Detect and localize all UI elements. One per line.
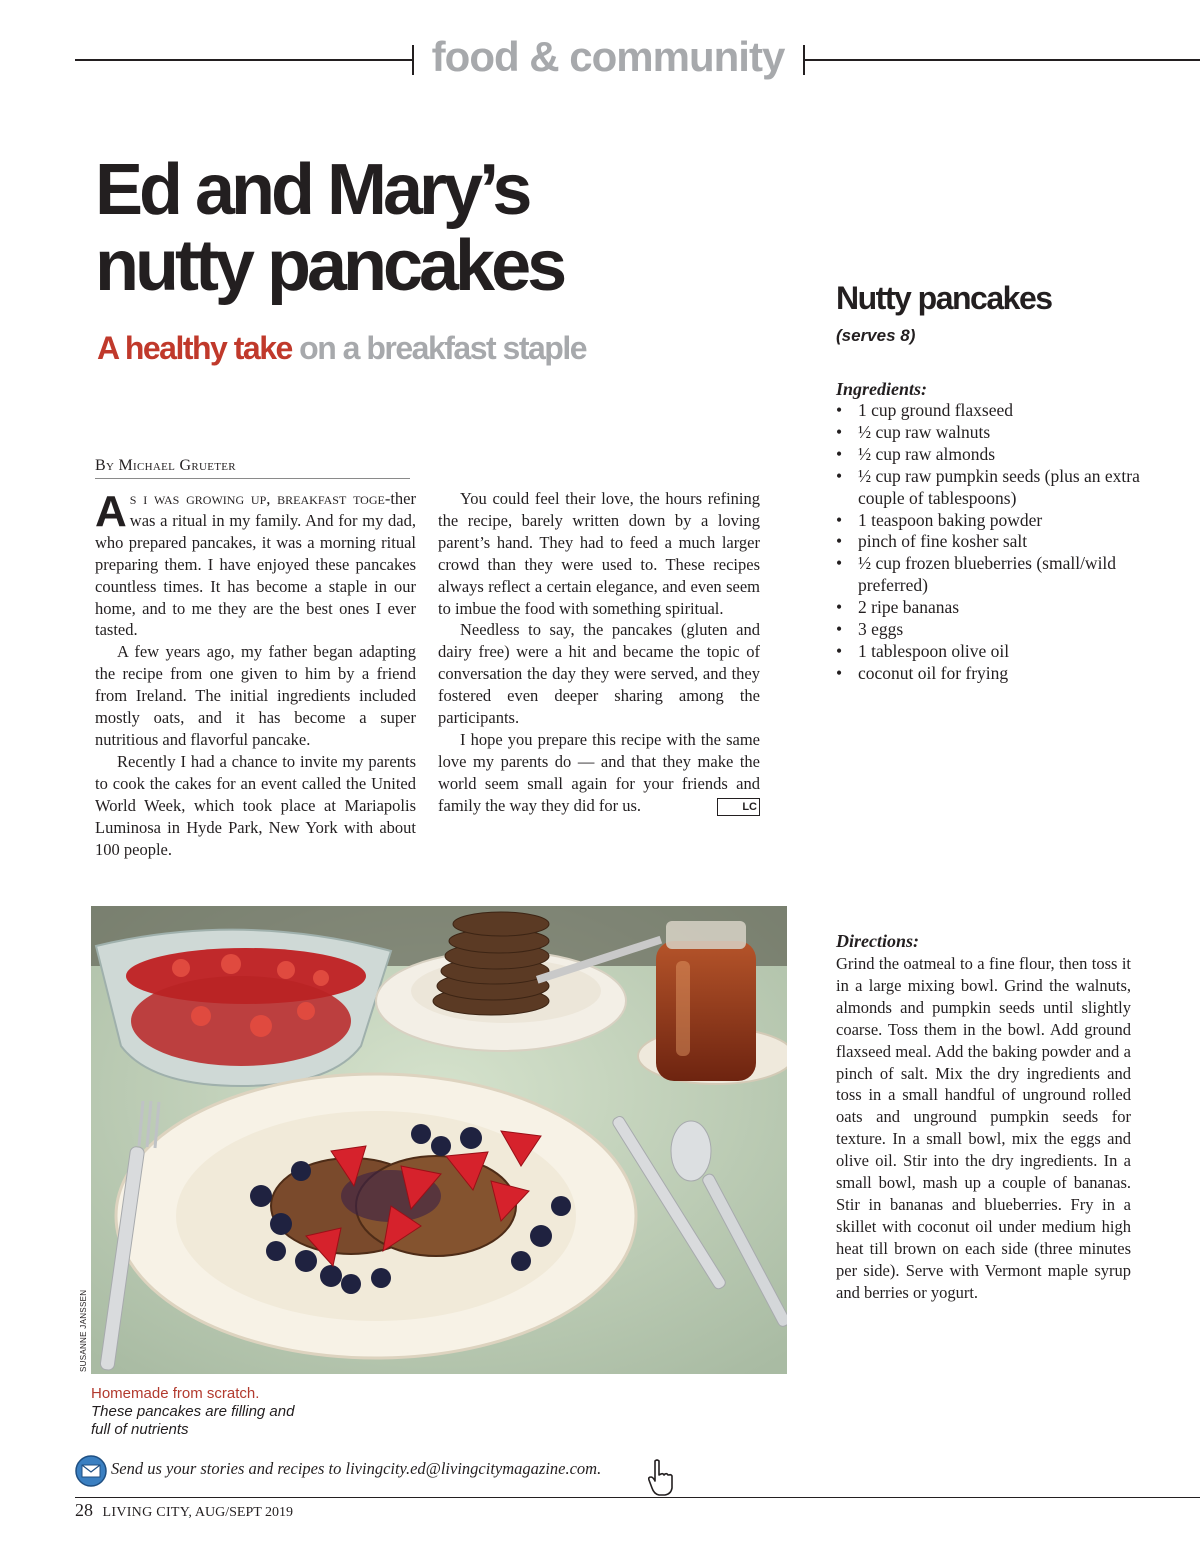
directions-text: Grind the oatmeal to a fine flour, then toss it in a large mixing bowl. Grind the walnuts, almonds and pumpkin seeds until slightly coarse. Toss them in the bowl. Add ground flaxseed meal. Add the baking powder and a pinch of salt. Mix the dry ingredients and toss in a small handful of unground rolled oats and unground pumpkin seeds for texture. In a small bowl, mix the eggs and olive oil. Stir into the dry ingredients. In a small bowl, mash up a couple of bananas. Stir in bananas and blueberries. Fry in a skillet with coconut oil under medium high heat till brown on each side (three minutes per side). Serve with Vermont maple syrup and berries or yogurt. (836, 954, 1131, 1302)
article-paragraph (438, 729, 760, 817)
article-paragraph: Recently I had a chance to invite my parents to cook the cakes for an event called the United World Week, which took place at Mariapolis Luminosa in Hyde Park, New York with about 100 people. (95, 751, 416, 859)
article-paragraph (95, 488, 416, 641)
section-rule-left (75, 59, 412, 61)
ingredients-heading: Ingredients: (836, 379, 928, 399)
article-paragraph: You could feel their love, the hours refining the recipe, barely written down by a loving parent’s hand. They had to feed a much larger crowd than they were used to. These recipes always reflect a certain elegance, and even seem to imbue the food with something spiritual. (438, 489, 760, 618)
paragraph-text: ther was a ritual in my family. And for my dad, who prepared pancakes, it was a morning ritual preparing them. I have enjoyed these pancakes countless times. It has become a staple in our home, and to me they are the best ones I ever tasted. (95, 489, 416, 640)
ingredient-item: • 2 ripe bananas (836, 597, 1176, 619)
ingredient-item: • coconut oil for frying (836, 663, 1176, 685)
end-mark-logo: LC (717, 798, 760, 816)
mail-icon[interactable] (75, 1455, 107, 1487)
ingredient-item: • 1 cup ground flaxseed (836, 400, 1176, 422)
footer-rule (75, 1497, 1200, 1498)
ingredient-item: • ½ cup raw walnuts (836, 422, 1176, 444)
headline-line: nutty pancakes (95, 226, 564, 306)
byline: By Michael Grueter (95, 457, 410, 479)
ingredient-item: • ½ cup frozen blueberries (small/wild preferred) (836, 553, 1176, 597)
subhead-rest: on a breakfast staple (291, 330, 587, 366)
lead-in-smallcaps: s i was growing up, breakfast toge- (129, 489, 391, 508)
hand-cursor-icon (646, 1458, 676, 1498)
article-paragraph: A few years ago, my father began adapting the recipe from one given to him by a friend from Ireland. The initial ingredients included mostly oats, and it has become a super nutritious and flavorful pancake. (95, 642, 416, 749)
ingredient-item: • ½ cup raw pumpkin seeds (plus an extra couple of tablespoons) (836, 466, 1176, 510)
article-column-left (95, 488, 416, 860)
article-paragraph: Needless to say, the pancakes (gluten and dairy free) were a hit and became the topic of conversation the day they were served, and they fostered even deeper sharing among the participants. (438, 620, 760, 728)
article-subhead (97, 330, 586, 367)
headline-line: Ed and Mary’s (95, 150, 529, 230)
article-column-middle (438, 488, 760, 817)
recipe-title: Nutty pancakes (836, 280, 1052, 316)
ingredients-list (836, 400, 1176, 685)
article-headline (95, 152, 563, 304)
recipe-serves: (serves 8) (836, 326, 916, 345)
photo-credit: SUSANNE JANSSEN (79, 1289, 88, 1372)
pancake-photo (91, 906, 787, 1374)
ingredient-item: • ½ cup raw almonds (836, 444, 1176, 466)
page-number: 28 (75, 1500, 93, 1520)
page-folio (75, 1500, 293, 1521)
pancake-photo-illustration (91, 906, 787, 1374)
ingredient-item: • 1 tablespoon olive oil (836, 641, 1176, 663)
section-rule-right (804, 59, 1200, 61)
contact-line[interactable]: Send us your stories and recipes to livingcity.ed@livingcitymagazine.com. (111, 1459, 602, 1478)
paragraph-text: I hope you prepare this recipe with the same love my parents do — and that they make the world seem small again for your friends and family the way they did for us. (438, 729, 760, 815)
section-title: food & community (431, 33, 785, 80)
ingredient-item: • 3 eggs (836, 619, 1176, 641)
caption-text: These pancakes are filling and full of nutrients (91, 1403, 295, 1438)
photo-caption (91, 1385, 311, 1439)
caption-lead: Homemade from scratch. (91, 1385, 260, 1402)
subhead-highlight: A healthy take (97, 330, 292, 366)
drop-cap: A (95, 487, 127, 536)
magazine-name: LIVING CITY, (102, 1505, 193, 1520)
ingredient-item: • 1 teaspoon baking powder (836, 510, 1176, 532)
directions-heading: Directions: (836, 931, 919, 951)
issue-date: AUG/SEPT 2019 (194, 1505, 294, 1520)
ingredient-item: • pinch of fine kosher salt (836, 531, 1176, 553)
section-divider-tick (412, 45, 414, 75)
